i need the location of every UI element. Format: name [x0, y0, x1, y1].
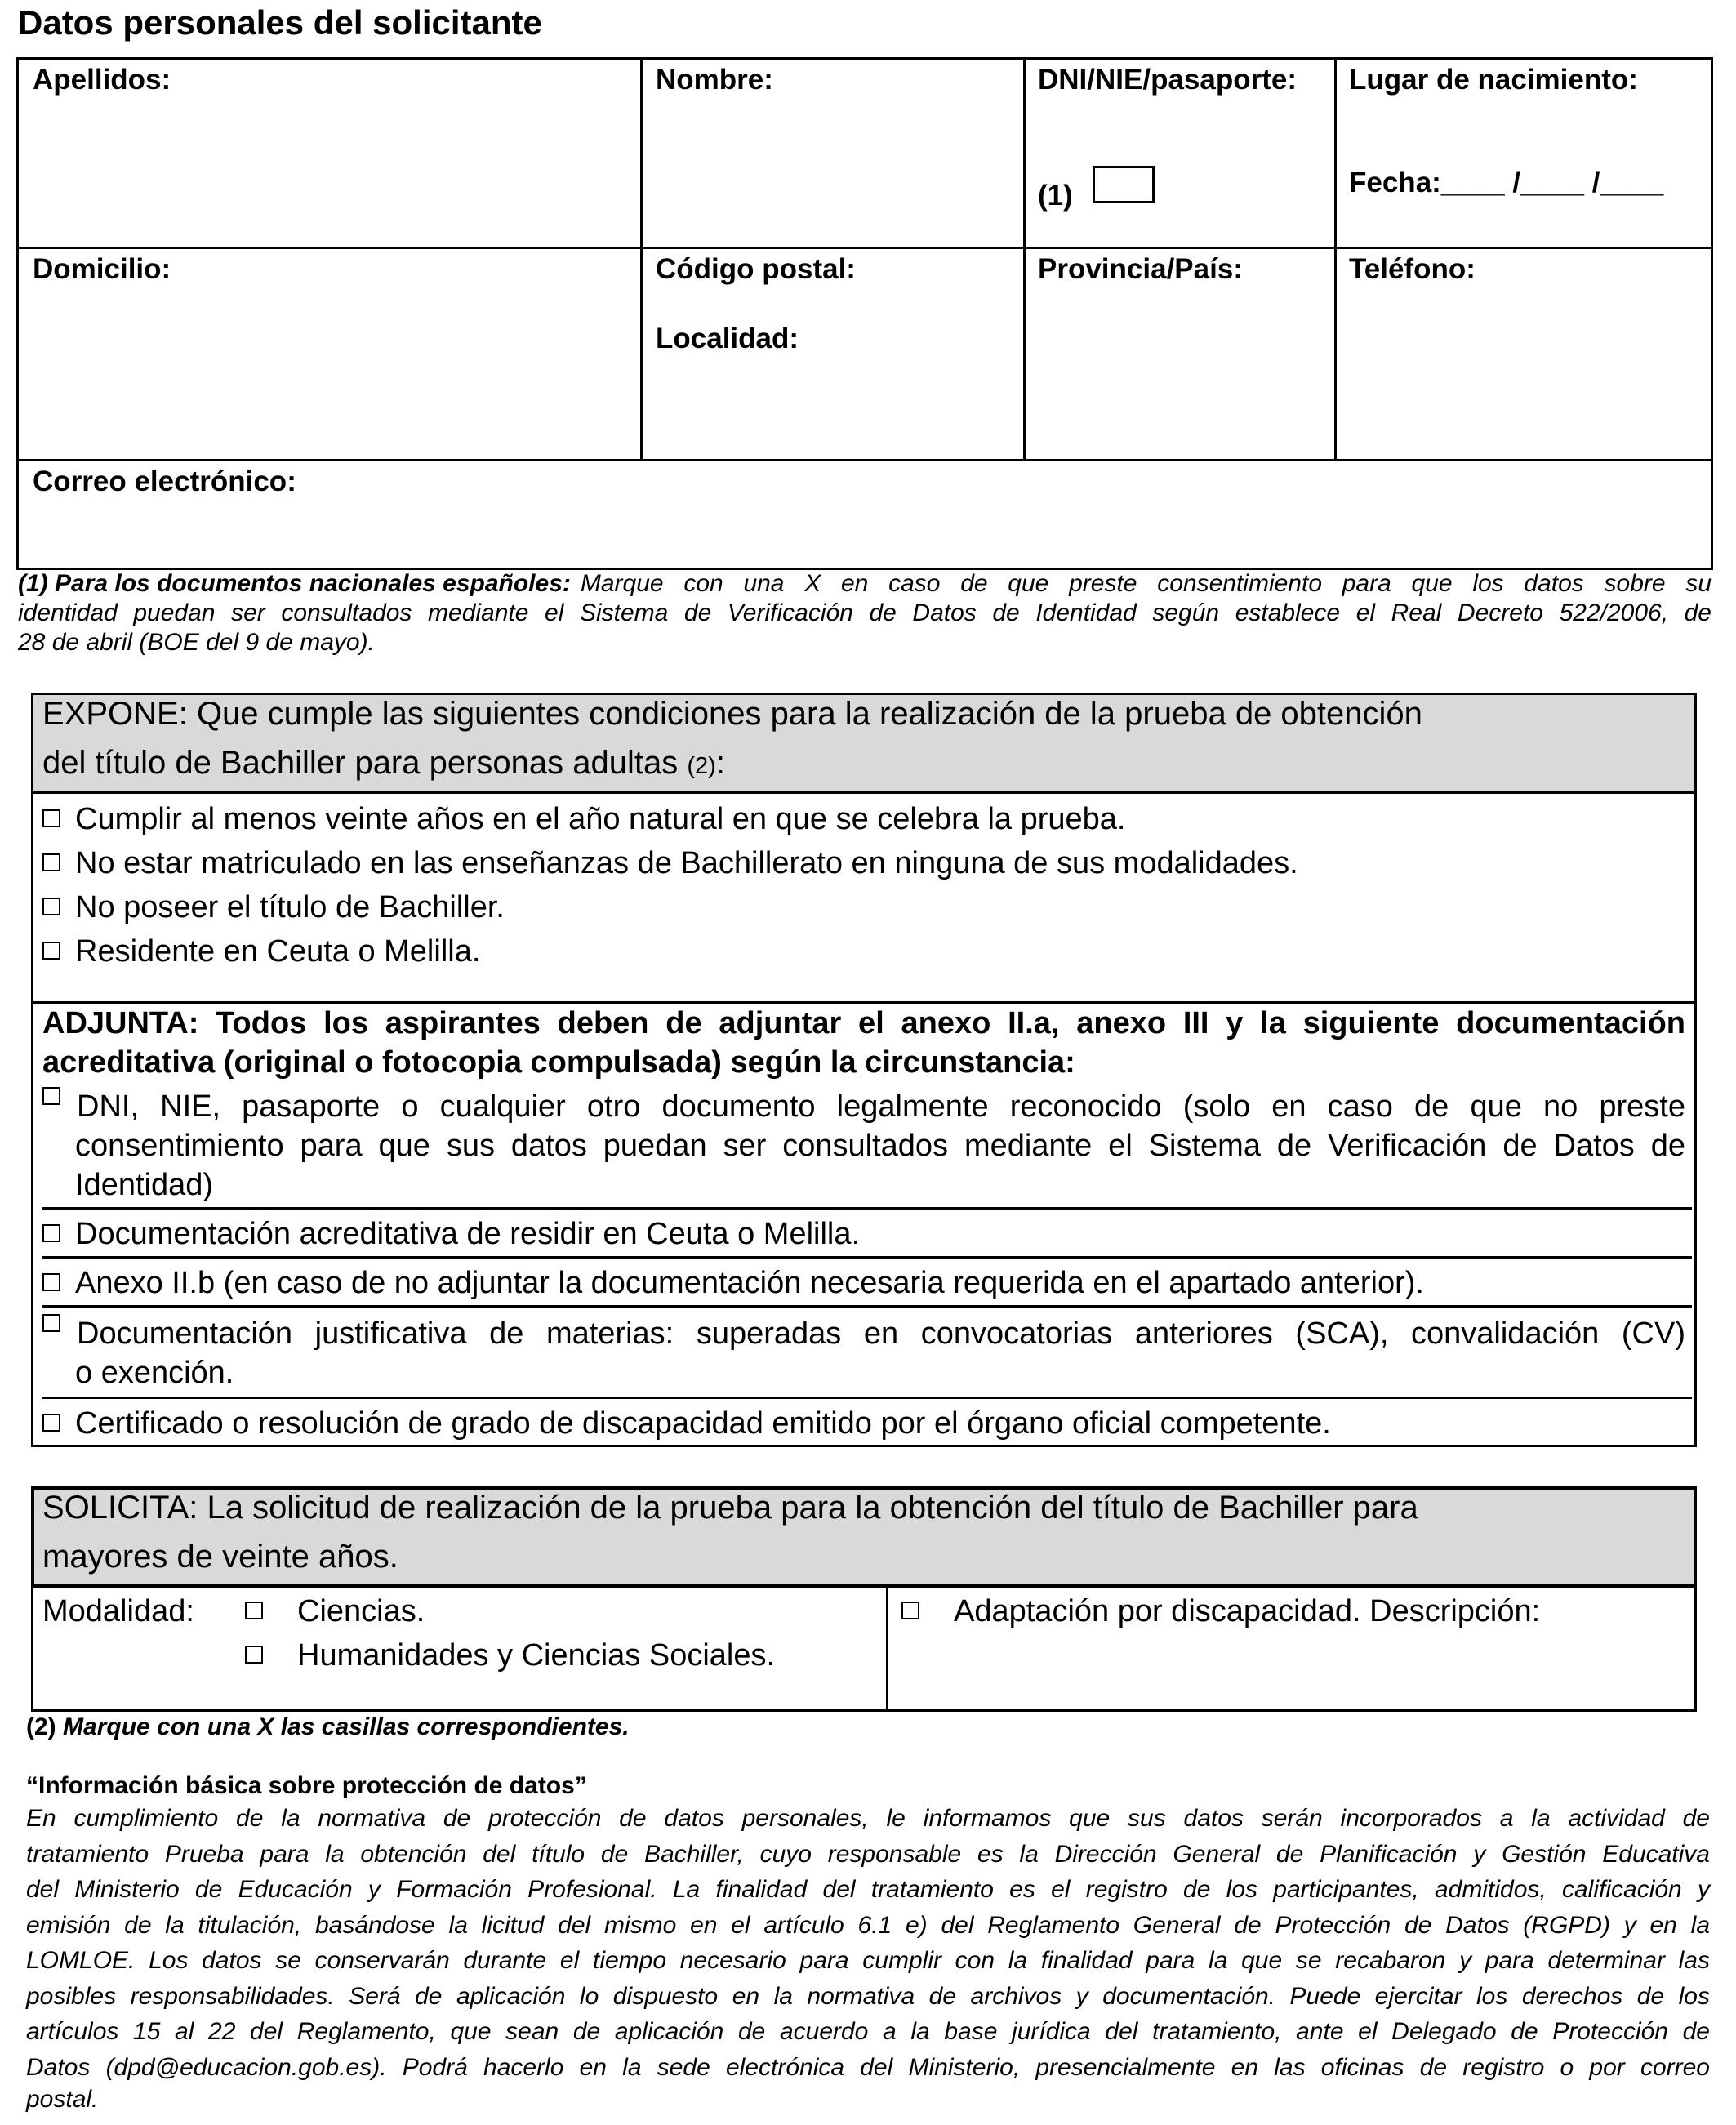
adjunta-item-2-label: Documentación acreditativa de residir en Ceuta o Melilla.: [75, 1217, 861, 1251]
expone-header-colon: :: [715, 745, 725, 781]
modalidad-humanidades[interactable]: [245, 1638, 775, 1673]
proteccion-line: del Ministerio de Educación y Formación Profesional. La finalidad del tratamiento es el registro de los participantes, admitidos, calificación y: [26, 1876, 1710, 1903]
checkbox-icon[interactable]: [42, 942, 60, 960]
expone-item-2-label: No estar matriculado en las enseñanzas de Bachillerato en ninguna de sus modalidades.: [75, 846, 1298, 880]
dni-note-label: (1): [1038, 180, 1073, 212]
expone-header-line2: [42, 745, 725, 782]
expone-item-4[interactable]: [42, 934, 480, 969]
proteccion-line: posibles responsabilidades. Será de aplicación lo dispuesto en la normativa de archivos y documentación. Puede ejercitar los derechos de los: [26, 1982, 1710, 2010]
proteccion-line: LOMLOE. Los datos se conservarán durante el tiempo necesario para cumplir con la finalidad para la que se recabaron y para determinar las: [26, 1947, 1710, 1974]
modalidad-humanidades-label: Humanidades y Ciencias Sociales.: [297, 1638, 776, 1673]
proteccion-line: En cumplimiento de la normativa de protección de datos personales, le informamos que sus datos serán incorporados a la actividad de: [26, 1805, 1710, 1832]
note1-line1: [18, 570, 1712, 598]
adjunta-item-4-line1: Documentación justificativa de materias: superadas en convocatorias anteriores (SCA), convalidación (CV): [77, 1316, 1685, 1351]
expone-item-3-label: No poseer el título de Bachiller.: [75, 890, 505, 924]
solicita-header-line2: mayores de veinte años.: [42, 1539, 398, 1575]
modalidad-ciencias[interactable]: [245, 1594, 425, 1629]
adjunta-item-4[interactable]: [42, 1316, 1685, 1352]
modalidad-label: Modalidad:: [42, 1594, 194, 1628]
note1-lead: (1) Para los documentos nacionales españoles:: [18, 570, 571, 597]
proteccion-line: emisión de la titulación, basándose la licitud del mismo en el artículo 6.1 e) del Reglamento General de Protección de Datos (RGPD) y en la: [26, 1911, 1710, 1939]
correo-label: Correo electrónico:: [33, 466, 296, 497]
checkbox-icon[interactable]: [42, 1314, 60, 1332]
proteccion-title: “Información básica sobre protección de datos”: [26, 1772, 587, 1799]
page-title: Datos personales del solicitante: [18, 3, 542, 42]
expone-item-2[interactable]: [42, 846, 1298, 881]
checkbox-icon[interactable]: [42, 1087, 60, 1105]
adjunta-item-3-label: Anexo II.b (en caso de no adjuntar la documentación necesaria requerida en el apartado anterior).: [75, 1266, 1424, 1300]
nombre-label: Nombre:: [656, 64, 773, 96]
checkbox-icon[interactable]: [901, 1602, 919, 1619]
adjunta-item-1-line3: Identidad): [75, 1168, 214, 1202]
telefono-label: Teléfono:: [1349, 253, 1476, 285]
adaptacion-discapacidad[interactable]: [901, 1594, 1540, 1629]
checkbox-icon[interactable]: [42, 1273, 60, 1291]
adjunta-item-1-line2: consentimiento para que sus datos puedan ser consultados mediante el Sistema de Verificación de Datos de: [75, 1129, 1685, 1163]
codigo-postal-label: Código postal:: [656, 253, 856, 285]
provincia-label: Provincia/País:: [1038, 253, 1243, 285]
note2-lead: (2): [26, 1713, 56, 1740]
checkbox-icon[interactable]: [245, 1646, 263, 1664]
solicita-header-line1: SOLICITA: La solicitud de realización de la prueba para la obtención del título de Bachiller para: [42, 1490, 1418, 1526]
adjunta-item-3[interactable]: [42, 1266, 1424, 1301]
proteccion-line: Datos (dpd@educacion.gob.es). Podrá hacerlo en la sede electrónica del Ministerio, presencialmente en las oficinas de registro o por correo: [26, 2053, 1710, 2081]
expone-header-line2-text: del título de Bachiller para personas adultas: [42, 745, 679, 781]
checkbox-icon[interactable]: [42, 898, 60, 915]
adjunta-item-5[interactable]: [42, 1406, 1331, 1441]
proteccion-last-line: postal.: [26, 2086, 99, 2113]
note2: [26, 1713, 630, 1741]
adjunta-header-line1: ADJUNTA: Todos los aspirantes deben de adjuntar el anexo II.a, anexo III y la siguiente documentación: [42, 1006, 1685, 1040]
note1-line3: 28 de abril (BOE del 9 de mayo).: [18, 629, 375, 656]
adjunta-item-4-line2: o exención.: [75, 1356, 234, 1390]
note1-line1-rest: Marque con una X en caso de que preste consentimiento para que los datos sobre su: [580, 570, 1712, 597]
dni-label: DNI/NIE/pasaporte:: [1038, 64, 1297, 96]
proteccion-line: artículos 15 al 22 del Reglamento, que sean de aplicación de acuerdo a la base jurídica del tratamiento, ante el Delegado de Protección de: [26, 2018, 1710, 2045]
adaptacion-discapacidad-label: Adaptación por discapacidad. Descripción:: [954, 1594, 1541, 1628]
adjunta-item-1-line1: DNI, NIE, pasaporte o cualquier otro documento legalmente reconocido (solo en caso de que no preste: [77, 1089, 1685, 1124]
proteccion-line: tratamiento Prueba para la obtención del título de Bachiller, cuyo responsable es la Dirección General de Planificación y Gestión Educativa: [26, 1840, 1710, 1868]
adjunta-item-5-label: Certificado o resolución de grado de discapacidad emitido por el órgano oficial competente.: [75, 1406, 1331, 1441]
adjunta-header-line2: acreditativa (original o fotocopia compulsada) según la circunstancia:: [42, 1045, 1075, 1080]
lugar-nacimiento-label: Lugar de nacimiento:: [1349, 64, 1638, 96]
expone-item-1-label: Cumplir al menos veinte años en el año natural en que se celebra la prueba.: [75, 802, 1126, 836]
checkbox-icon[interactable]: [245, 1602, 263, 1619]
expone-item-3[interactable]: [42, 890, 505, 925]
expone-item-4-label: Residente en Ceuta o Melilla.: [75, 934, 481, 969]
expone-header-line1: EXPONE: Que cumple las siguientes condiciones para la realización de la prueba de obtención: [42, 696, 1422, 732]
apellidos-label: Apellidos:: [33, 64, 171, 96]
domicilio-label: Domicilio:: [33, 253, 171, 285]
adjunta-item-2[interactable]: [42, 1217, 860, 1252]
checkbox-icon[interactable]: [42, 1224, 60, 1242]
modalidad-ciencias-label: Ciencias.: [297, 1594, 425, 1628]
expone-item-1[interactable]: [42, 802, 1125, 837]
checkbox-icon[interactable]: [42, 809, 60, 827]
note1-line2: identidad puedan ser consultados mediante el Sistema de Verificación de Datos de Identidad según establece el Real Decreto 522/2006, de: [18, 599, 1712, 626]
checkbox-icon[interactable]: [42, 1414, 60, 1432]
checkbox-icon[interactable]: [42, 853, 60, 871]
dni-consent-checkbox[interactable]: [1093, 166, 1155, 203]
expone-header-note: (2): [687, 753, 716, 779]
adjunta-item-1[interactable]: [42, 1089, 1685, 1125]
localidad-label: Localidad:: [656, 323, 799, 354]
fecha-nacimiento-label: Fecha:____ /____ /____: [1349, 167, 1664, 198]
note2-text: Marque con una X las casillas correspondientes.: [63, 1713, 630, 1740]
